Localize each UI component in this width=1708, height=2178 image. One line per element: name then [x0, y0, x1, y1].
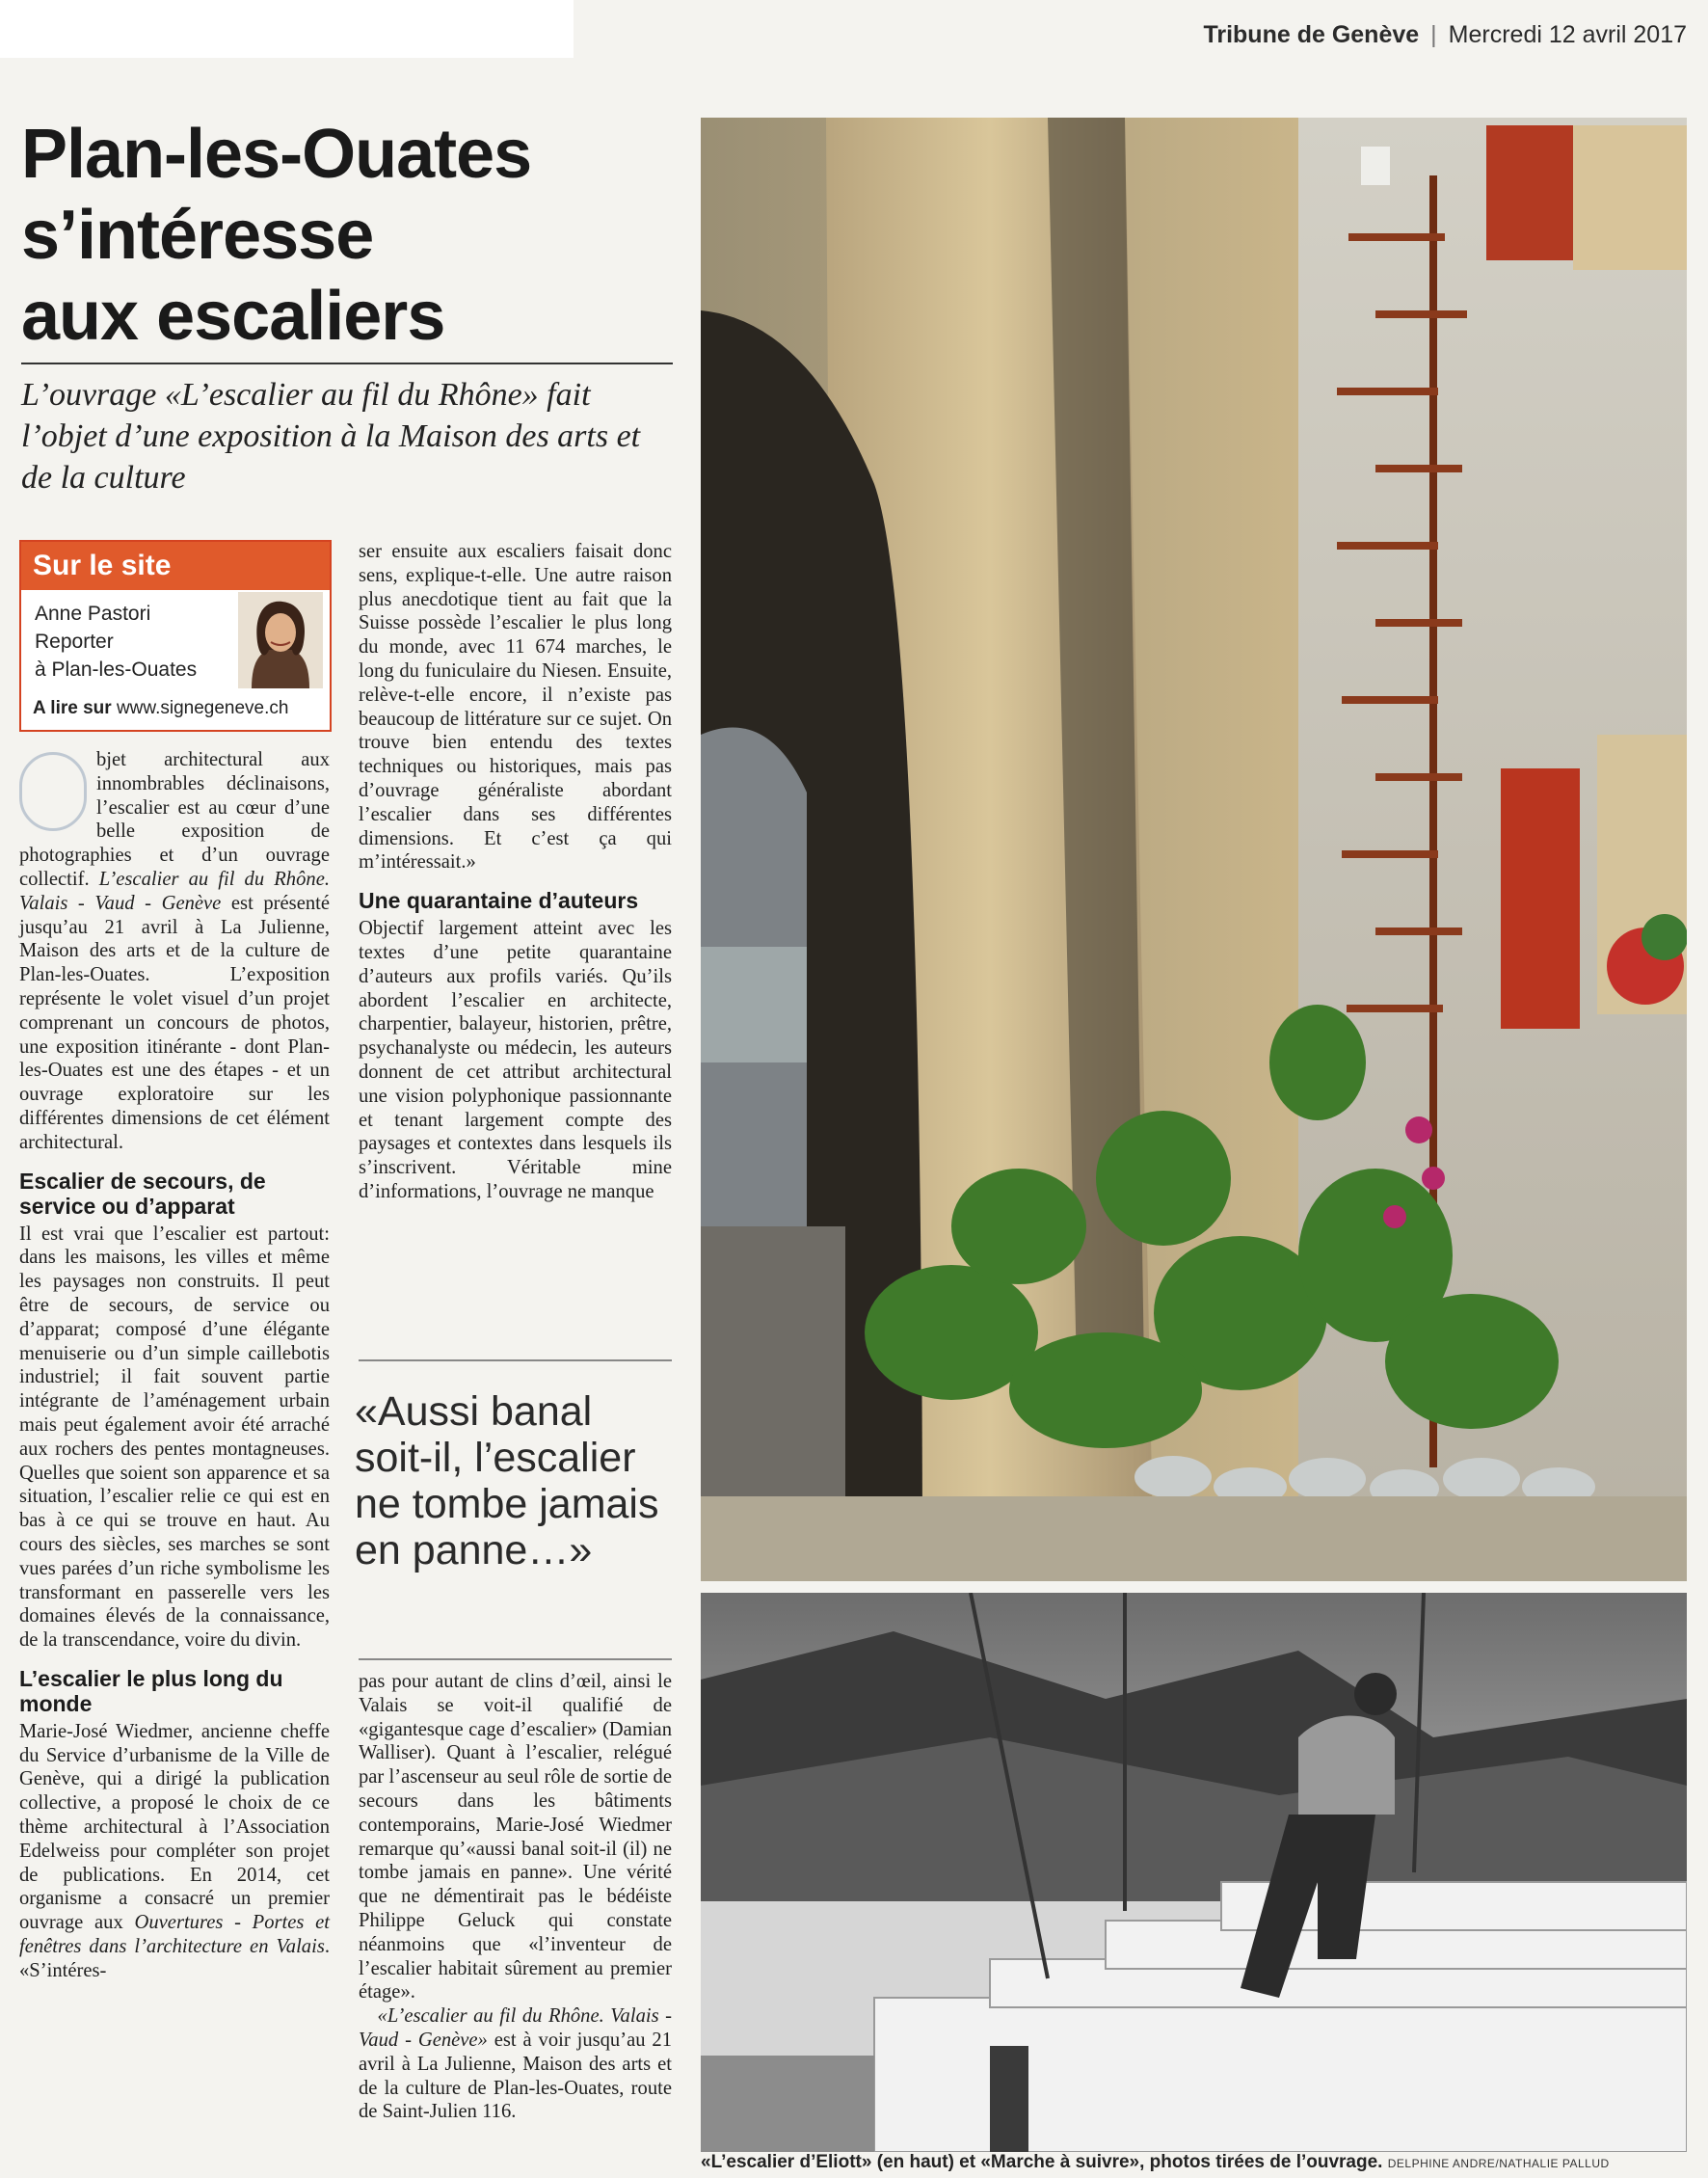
column-2-bottom [359, 1670, 672, 2124]
subhead-secours: Escalier de secours, de service ou d’apparat [19, 1168, 266, 1219]
intro-tail: est présenté jusqu’au 21 avril à La Julienne, Maison des arts et de la culture de Plan-les-Ouates. L’exposition représente le volet visuel d’un projet comprenant un concours de photos, une exposition itinérante - dont Plan-les-Ouates est une des étapes - et un ouvrage exploratoire sur les différentes dimensions de cet élément architectural. [19, 892, 330, 1153]
paragraph-wiedmer [19, 1720, 330, 1983]
title-rule [21, 363, 673, 364]
subhead-plus-long: L’escalier le plus long du monde [19, 1665, 283, 1716]
article-deck: L’ouvrage «L’escalier au fil du Rhône» fait l’objet d’une exposition à la Maison des arts et de la culture [21, 377, 641, 496]
intro-text: bjet architectural aux innombrables déclinaisons, l’escalier est au cœur d’une belle exposition de photographies et d’un ouvrage collectif. [19, 749, 330, 890]
header-separator: | [1430, 21, 1437, 48]
paragraph-intro [19, 748, 330, 1155]
ouvertures-title: Ouvertures - Portes et fenêtres dans l’architecture en Valais [19, 1912, 330, 1958]
caption-text: «L’escalier d’Eliott» (en haut) et «Marche à suivre», photos tirées de l’ouvrage. [701, 2152, 1383, 2172]
wiedmer-text: Marie-José Wiedmer, ancienne cheffe du Service d’urbanisme de la Ville de Genève, qui a dirigé la publication collective, a proposé le choix de ce thème architectural à l’Association Edelweiss pour compléter son projet de publications. En 2014, cet organisme a consacré un premier ouvrage aux [19, 1720, 330, 1934]
photo-marche-a-suivre [701, 1593, 1687, 2152]
page-header [1203, 21, 1687, 49]
wiedmer-tail: . «S’intéres- [19, 1936, 330, 1981]
title-line-2: s’intéresse [21, 197, 374, 274]
column-1 [19, 748, 330, 1983]
paragraph-info [359, 2004, 672, 2124]
paragraph-secours: Il est vrai que l’escalier est partout: dans les maisons, les villes et même les paysages non construits. Il peut être de secours, de service ou d’apparat; composé d’une élégante menuiserie ou d’un simple caillebotis industriel; il fait souvent partie intégrante de l’aménagement urbain mais peut également avoir été arraché aux rochers des pentes montagneuses. Quelles que soient son apparence et sa situation, l’escalier relie ce qui est en bas à ce qui se trouve en haut. Au cours des siècles, ses marches se sont vues parées d’un riche symbolisme les transformant en passerelle vers les domaines élevés de la connaissance, de la transcendance, voire du divin. [19, 1223, 330, 1652]
quote-rule-top [359, 1359, 672, 1361]
title-line-1: Plan-les-Ouates [21, 116, 532, 193]
author-box-heading: Sur le site [33, 550, 172, 581]
author-box [19, 540, 332, 732]
author-role-1: Reporter [35, 631, 114, 653]
pull-quote: «Aussi banal soit-il, l’escalier ne tombe jamais en panne…» [355, 1388, 659, 1573]
title-line-3: aux escaliers [21, 278, 445, 355]
author-box-header [21, 542, 330, 590]
issue-date: Mercredi 12 avril 2017 [1448, 21, 1687, 48]
photo-credit: DELPHINE ANDRE/NATHALIE PALLUD [1387, 2157, 1610, 2170]
author-info [35, 600, 227, 684]
exhibit-info: est à voir jusqu’au 21 avril à La Julienne, Maison des arts et de la culture de Plan-les-Ouates, route de Saint-Julien 116. [359, 2029, 673, 2123]
drop-cap-o [19, 752, 87, 831]
paragraph-auteurs: Objectif largement atteint avec les textes d’une petite quarantaine d’auteurs aux profils variés. Qu’ils abordent l’escalier en architecte, charpentier, balayeur, historien, prêtre, psychanalyste ou médecin, les auteurs donnent de cet attribut architectural une vision polyphonique passionnante et tenant largement compte des paysages et contextes dans lesquels ils s’inscrivent. Véritable mine d’informations, l’ouvrage ne manque [359, 918, 672, 1202]
article-title [21, 114, 677, 357]
book-title: L’escalier au fil du Rhône. Valais - Vaud - Genève [19, 868, 330, 914]
read-on-label: A lire sur [33, 698, 112, 718]
author-name: Anne Pastori [35, 603, 151, 625]
site-link[interactable]: www.signegeneve.ch [116, 698, 289, 718]
photo-caption [701, 2152, 1689, 2173]
author-avatar [238, 592, 323, 688]
publication-name: Tribune de Genève [1203, 21, 1420, 48]
paragraph-geluck: pas pour autant de clins d’œil, ainsi le Valais se voit-il qualifié de «gigantesque cage d’escalier» (Damian Walliser). Quant à l’escalier, relégué par l’ascenseur au seul rôle de sortie de secours dans les bâtiments contemporains, Marie-José Wiedmer remarque qu’«aussi banal soit-il (il) ne tombe jamais en panne». Une vérité que ne démentirait pas le bédéiste Philippe Geluck qui constate néanmoins que «l’inventeur de l’escalier habitait sûrement au premier étage». [359, 1671, 672, 2003]
author-role-2: à Plan-les-Ouates [35, 659, 198, 681]
scan-cutout [0, 0, 574, 58]
exhibit-title: «L’escalier au fil du Rhône. Valais - Vaud - Genève» [359, 2005, 672, 2051]
quote-rule-bottom [359, 1658, 672, 1660]
paragraph-niesen: ser ensuite aux escaliers faisait donc sens, explique-t-elle. Une autre raison plus anecdotique tient au fait que la Suisse possède l’escalier le plus long du monde, avec 11 674 marches, le long du funiculaire du Niesen. Ensuite, relève-t-elle encore, il n’existe pas beaucoup de littérature sur ce sujet. On trouve bien entendu des textes techniques ou historiques, mais pas d’ouvrage généraliste abordant l’escalier dans ses différentes dimensions. Et c’est ça qui m’intéressait.» [359, 541, 672, 874]
column-2-top [359, 540, 672, 1204]
author-box-footer [33, 698, 288, 719]
photo-spiral-staircase [701, 118, 1687, 1581]
subhead-auteurs: Une quarantaine d’auteurs [359, 888, 639, 914]
